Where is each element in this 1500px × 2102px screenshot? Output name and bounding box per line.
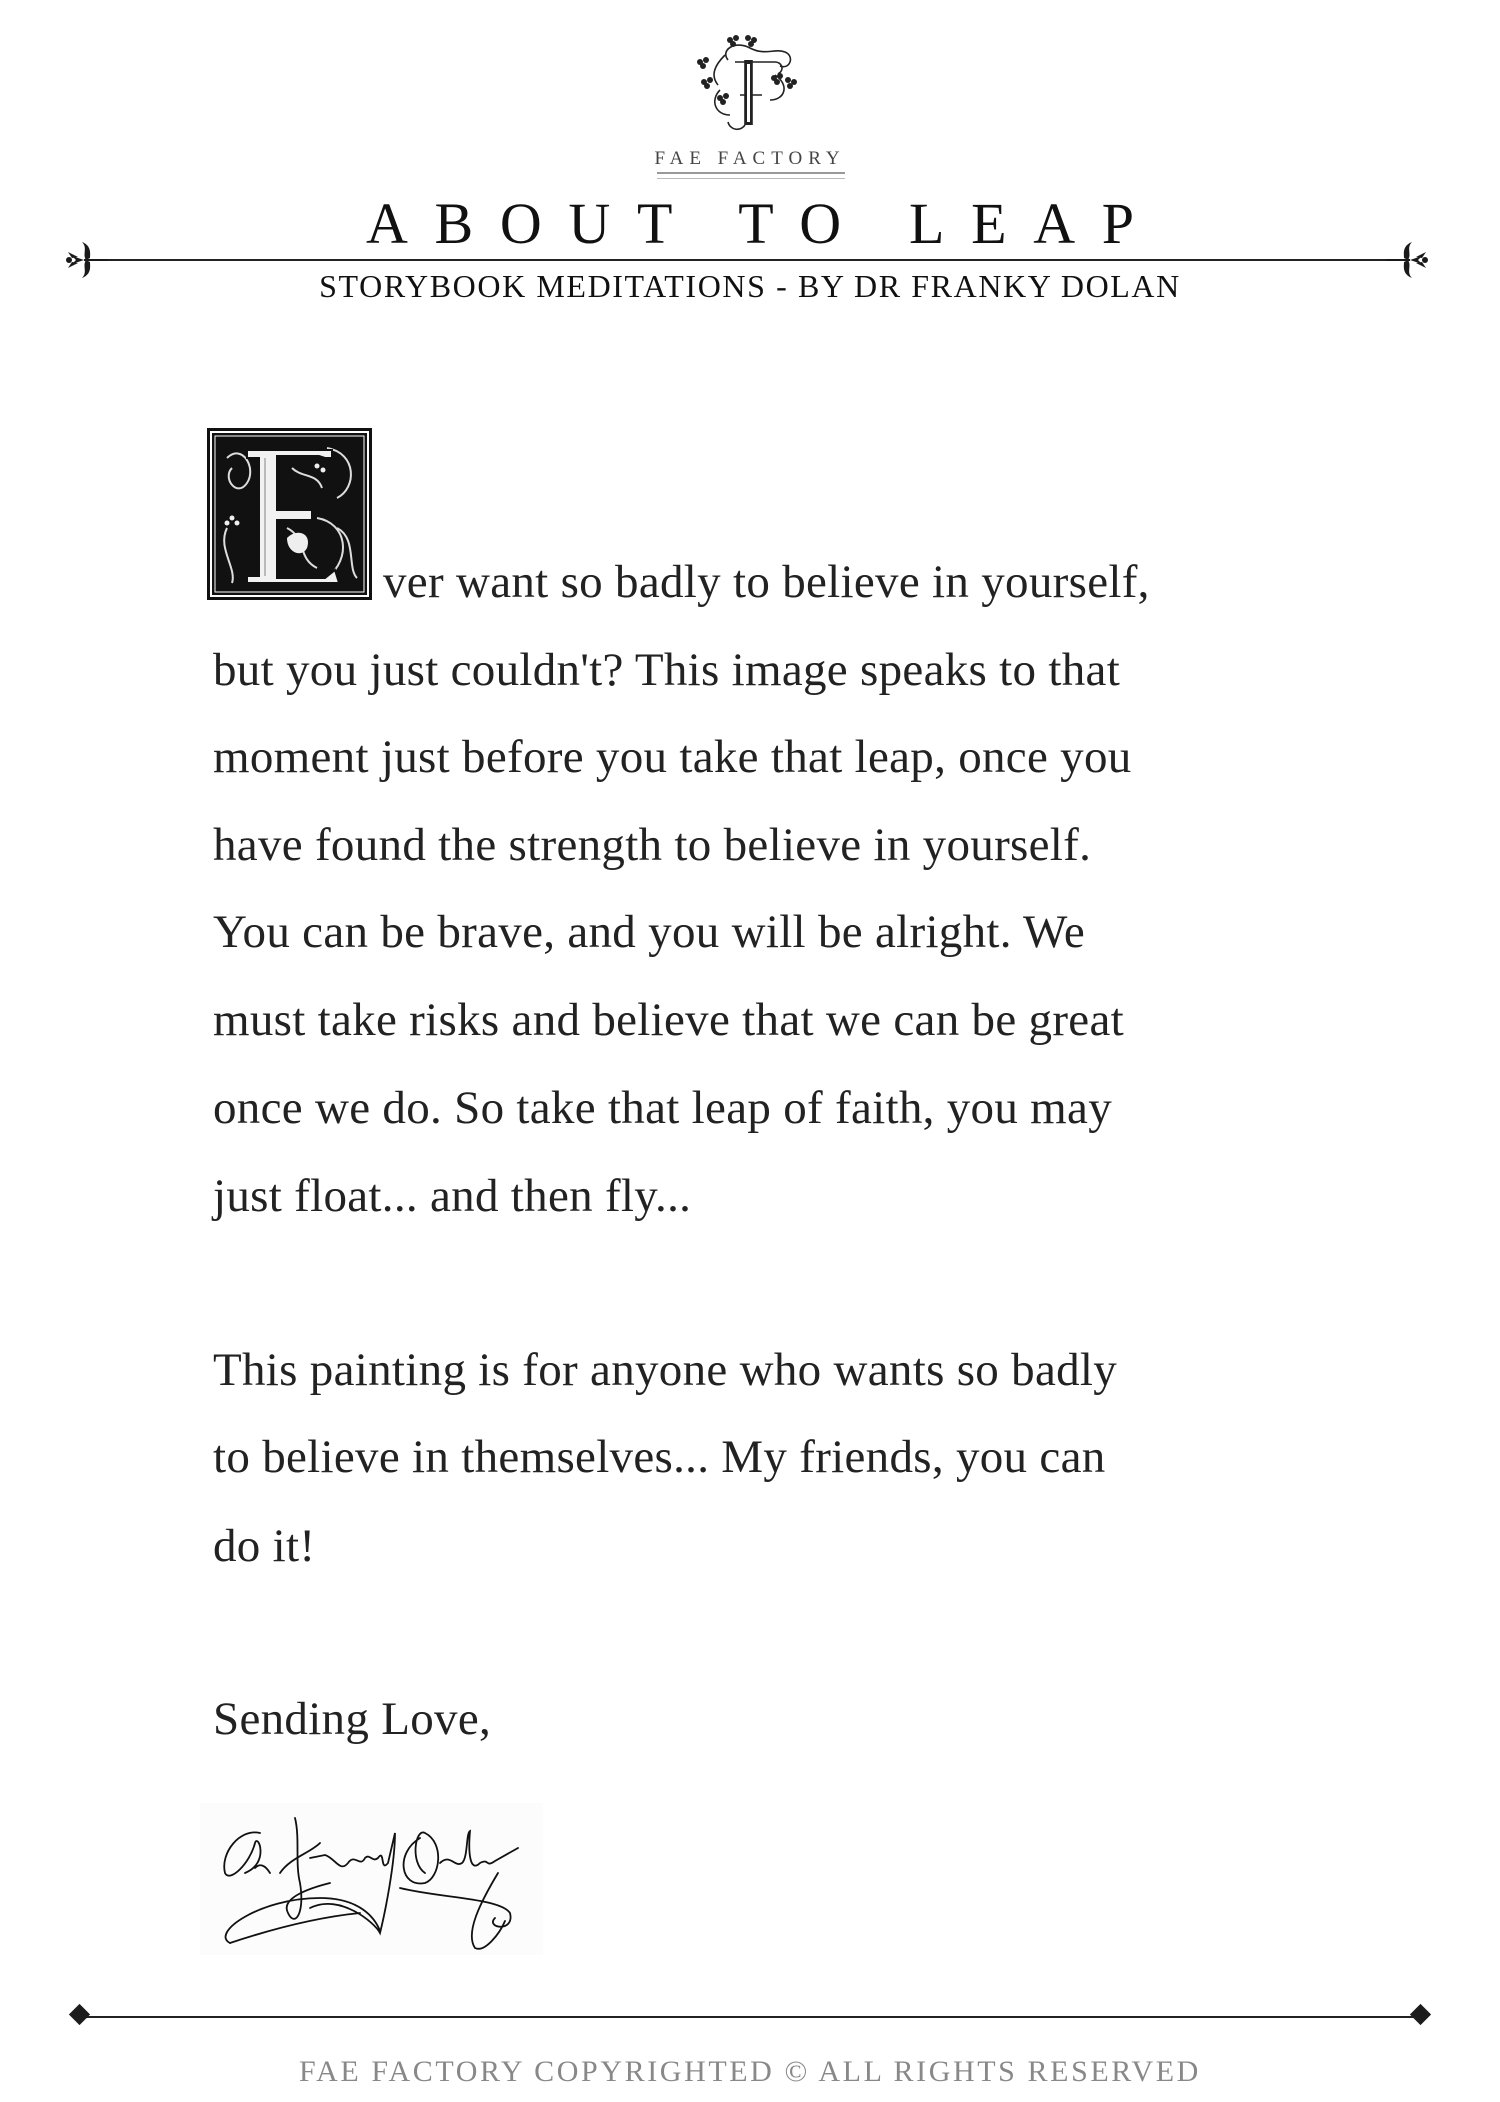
signature: [200, 1803, 543, 1955]
page-title: ABOUT TO LEAP: [365, 191, 1161, 256]
illuminated-letter-e-icon: [207, 428, 372, 600]
page-subtitle: STORYBOOK MEDITATIONS - BY DR FRANKY DOLAN: [319, 268, 1181, 304]
header-divider: [95, 259, 1395, 261]
signature-icon: [200, 1803, 543, 1955]
body-line: must take risks and believe that we can be great: [213, 994, 1124, 1046]
ornate-f-monogram-icon: [690, 30, 815, 140]
body-line: ver want so badly to believe in yourself,: [383, 556, 1150, 608]
body-line: once we do. So take that leap of faith, you may: [213, 1082, 1112, 1134]
body-line: to believe in themselves... My friends, you can: [213, 1431, 1106, 1483]
footer-divider: [80, 2016, 1420, 2018]
copyright-notice: FAE FACTORY COPYRIGHTED © ALL RIGHTS RESERVED: [299, 2055, 1201, 2088]
fae-factory-logo: [690, 30, 815, 140]
drop-cap: [207, 428, 372, 600]
brand-underline: [657, 172, 845, 179]
body-line: do it!: [213, 1520, 316, 1572]
diamond-right-icon: [1410, 2004, 1431, 2025]
body-line: have found the strength to believe in yourself.: [213, 819, 1092, 871]
body-line: but you just couldn't? This image speaks to that: [213, 644, 1121, 696]
diamond-left-icon: [69, 2004, 90, 2025]
body-line: moment just before you take that leap, once you: [213, 731, 1132, 783]
body-line: You can be brave, and you will be alright. We: [213, 906, 1086, 958]
body-line: just float... and then fly...: [213, 1170, 692, 1222]
brand-name: FAE FACTORY: [654, 148, 846, 169]
body-line: This painting is for anyone who wants so badly: [213, 1344, 1118, 1396]
closing-line: Sending Love,: [213, 1693, 492, 1745]
